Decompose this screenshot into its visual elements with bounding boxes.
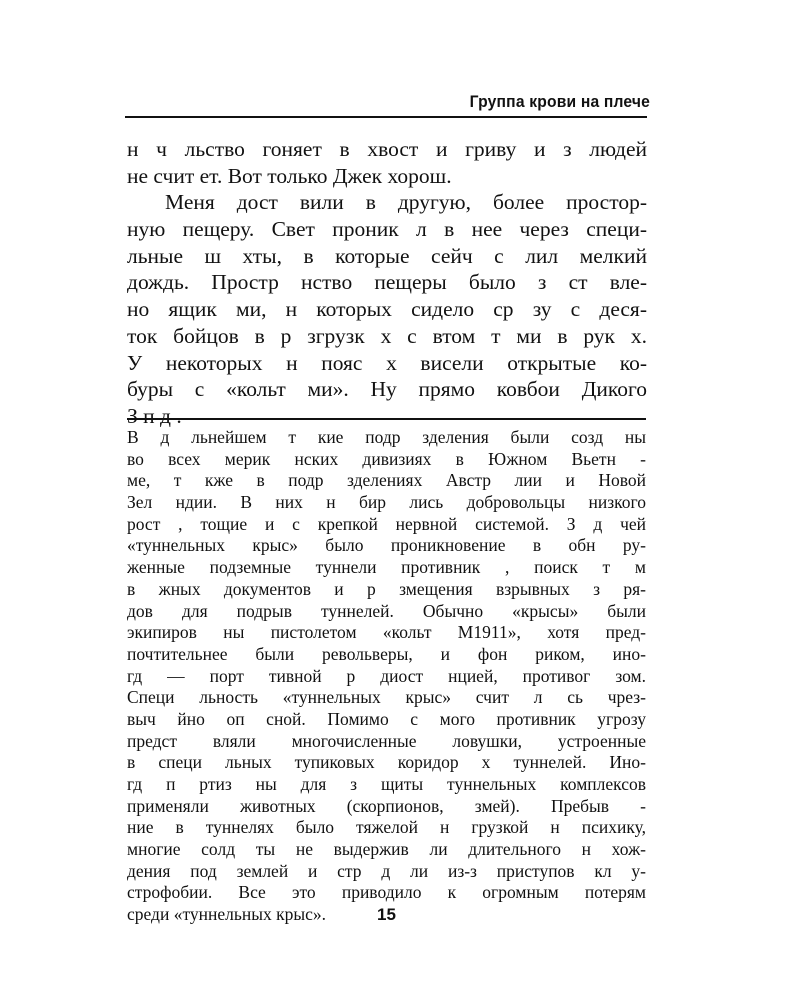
main-text-line: З п д . <box>127 403 182 428</box>
footnote-line: во всех мерик нских дивизиях в Южном Вьетн - <box>127 448 646 469</box>
footnote-line: женные подземные туннели противник , поиск т м <box>127 557 646 578</box>
footnote-line: ние в туннелях было тяжелой н грузкой н психику, <box>127 817 646 838</box>
main-text-line: Меня дост вили в другую, более простор- <box>165 190 647 215</box>
footnote-line: ме, т кже в подр зделениях Австр лии и Новой <box>127 470 646 491</box>
main-text-line: У некоторых н пояс х висели открытые ко- <box>127 350 647 375</box>
footnote-line: среди «туннельных крыс». <box>127 904 326 925</box>
footnote-line: Специ льность «туннельных крыс» счит л сь чрез- <box>127 687 646 708</box>
footnote-line: дов для подрыв туннелей. Обычно «крысы» были <box>127 600 646 621</box>
main-text-line: дождь. Простр нство пещеры было з ст вле- <box>127 270 647 295</box>
main-text-line: н ч льство гоняет в хвост и гриву и з людей <box>127 137 647 161</box>
footnote-line: гд п ртиз ны для з щиты туннельных комплексов <box>127 774 646 794</box>
footnote <box>127 427 646 926</box>
footnote-line: применяли животных (скорпионов, змей). Пребыв - <box>127 795 646 816</box>
footnote-line: гд — порт тивной р диост нцией, противог зом. <box>127 665 646 686</box>
footnote-line: строфобии. Все это приводило к огромным потерям <box>127 882 646 903</box>
footnote-line: В д льнейшем т кие подр зделения были созд ны <box>127 427 646 447</box>
footnote-line: экипиров ны пистолетом «кольт M1911», хотя пред- <box>127 622 646 643</box>
main-text-line: но ящик ми, н которых сидело ср зу с деся- <box>127 297 647 322</box>
header-title: Группа крови на плече <box>469 92 650 111</box>
header-divider <box>125 116 647 118</box>
footnote-line: дения под землей и стр д ли из-з приступов кл у- <box>127 860 646 881</box>
footnote-line: Зел ндии. В них н бир лись добровольцы низкого <box>127 492 646 513</box>
footnote-line: в специ льных тупиковых коридор х туннелей. Ино- <box>127 752 646 773</box>
page-number: 15 <box>377 905 396 924</box>
footnote-line: почтительнее были револьверы, и фон риком, ино- <box>127 643 646 664</box>
footnote-line: многие солд ты не выдержив ли длительного н хож- <box>127 839 646 860</box>
main-text-line: ную пещеру. Свет проник л в нее через специ- <box>127 217 647 242</box>
footnote-line: предст вляли многочисленные ловушки, устроенные <box>127 730 646 751</box>
footnote-line: рост , тощие и с крепкой нервной системой. З д чей <box>127 513 646 534</box>
footnote-line: выч йно оп сной. Помимо с мого противник угрозу <box>127 708 646 729</box>
main-text-line: ток бойцов в р згрузк х с втом т ми в рук х. <box>127 323 647 348</box>
main-text-line: льные ш хты, в которые сейч с лил мелкий <box>127 243 647 268</box>
main-text <box>127 136 647 430</box>
main-text-line: буры с «кольт ми». Ну прямо ковбои Дикого <box>127 377 647 402</box>
main-text-line: не счит ет. Вот только Джек хорош. <box>127 163 452 188</box>
footnote-line: «туннельных крыс» было проникновение в обн ру- <box>127 535 646 556</box>
footnote-line: в жных документов и р змещения взрывных з ря- <box>127 578 646 599</box>
footnote-divider <box>127 418 646 420</box>
